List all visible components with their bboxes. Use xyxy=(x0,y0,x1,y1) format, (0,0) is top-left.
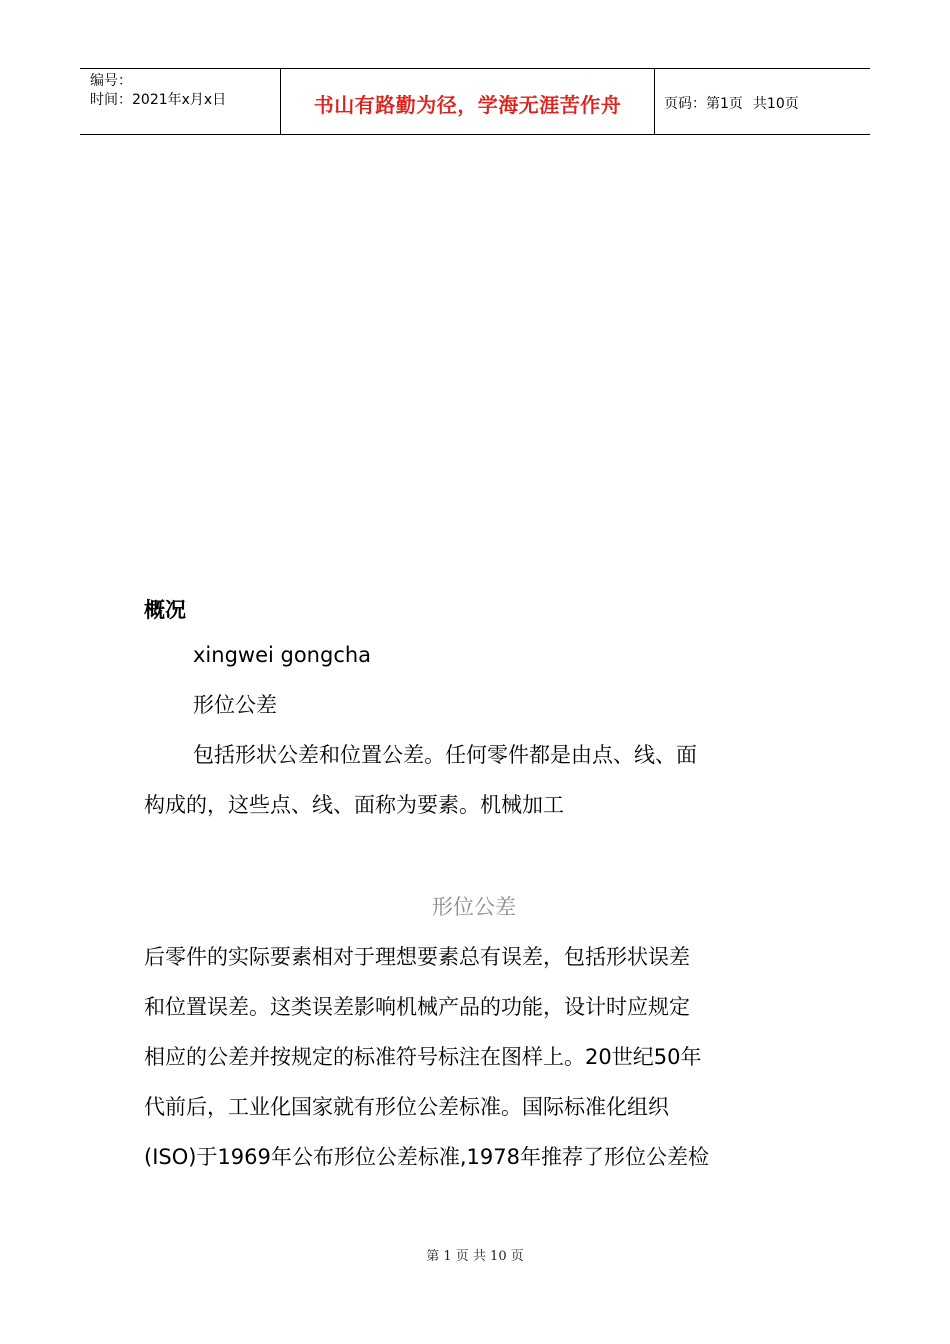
header-meta-cell xyxy=(80,69,281,134)
header-page-info: 页码：第1页 xyxy=(664,95,743,112)
header-motto: 书山有路勤为径，学海无涯苦作舟 xyxy=(313,93,622,117)
page-header xyxy=(80,68,870,135)
header-page-cell xyxy=(655,69,870,134)
pinyin-line: xingwei gongcha xyxy=(193,643,372,667)
figure-caption: 形位公差 xyxy=(432,895,516,919)
section-heading: 概况 xyxy=(144,598,186,622)
paragraph-line: 后零件的实际要素相对于理想要素总有误差，包括形状误差 xyxy=(144,945,690,969)
header-motto-cell xyxy=(281,69,655,134)
paragraph-line: 构成的，这些点、线、面称为要素。机械加工 xyxy=(144,793,564,817)
header-page-total: 共10页 xyxy=(752,95,799,112)
paragraph-line: 和位置误差。这类误差影响机械产品的功能，设计时应规定 xyxy=(144,995,690,1019)
document-body xyxy=(144,590,814,1182)
term-line: 形位公差 xyxy=(193,693,277,717)
paragraph-line: 相应的公差并按规定的标准符号标注在图样上。20世纪50年 xyxy=(144,1045,702,1069)
paragraph-line: 代前后，工业化国家就有形位公差标准。国际标准化组织 xyxy=(144,1095,669,1119)
page-footer: 第 1 页 共 10 页 xyxy=(426,1249,524,1264)
paragraph-line: 包括形状公差和位置公差。任何零件都是由点、线、面 xyxy=(193,743,697,767)
header-number-label: 编号： xyxy=(90,73,132,89)
header-time-label: 时间：2021年x月x日 xyxy=(90,92,227,108)
paragraph-line: (ISO)于1969年公布形位公差标准,1978年推荐了形位公差检 xyxy=(144,1145,709,1169)
